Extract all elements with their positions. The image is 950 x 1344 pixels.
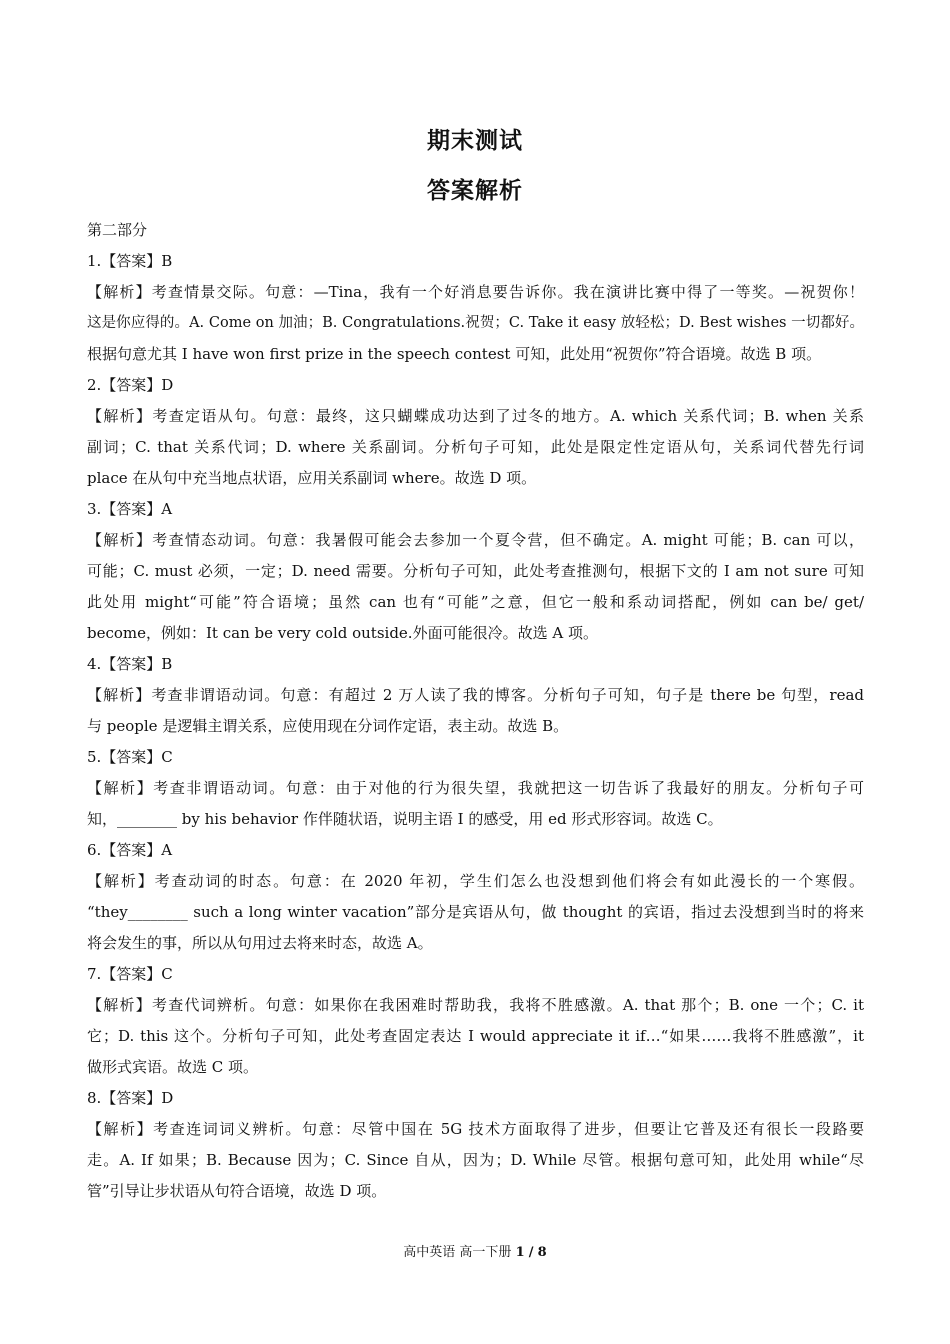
answer-line: 8.【答案】D: [87, 1089, 174, 1107]
explanation-line: 管”引导让步状语从句符合语境，故选 D 项。: [87, 1182, 387, 1200]
explanation-paragraph: [87, 990, 864, 1083]
footer-course: 高中英语 高一下册: [403, 1245, 512, 1260]
explanation-line: place 在从句中充当地点状语，应用关系副词 where。故选 D 项。: [87, 469, 537, 487]
explanation-line: 【解析】考查情态动词。句意：我暑假可能会去参加一个夏令营，但不确定。A. might 可能；B. can 可以，: [87, 531, 864, 549]
answer-line: 3.【答案】A: [87, 500, 173, 518]
explanation-line: 知，________ by his behavior 作伴随状语，说明主语 I 的感受，用 ed 形式形容词。故选 C。: [87, 810, 723, 828]
explanation-line: 【解析】考查动词的时态。句意：在 2020 年初，学生们怎么也没想到他们将会有如此漫长的一个寒假。: [87, 872, 864, 890]
explanation-paragraph: [87, 773, 864, 835]
explanation-line: 副词；C. that 关系代词；D. where 关系副词。分析句子可知，此处是限定性定语从句，关系词代替先行词: [87, 438, 864, 456]
document-title: 期末测试: [427, 128, 523, 154]
explanation-line: 根据句意尤其 I have won first prize in the speech contest 可知，此处用“祝贺你”符合语境。故选 B 项。: [87, 345, 822, 363]
explanation-line: 它；D. this 这个。分析句子可知，此处考查固定表达 I would appreciate it if…“如果……我将不胜感激”，it: [87, 1027, 864, 1045]
explanation-paragraph: [87, 680, 864, 742]
explanation-line: 【解析】考查情景交际。句意：—Tina，我有一个好消息要告诉你。我在演讲比赛中得了一等奖。—祝贺你！: [87, 283, 864, 301]
page-footer: [0, 1243, 950, 1263]
document-content: [87, 215, 864, 1207]
explanation-line: 【解析】考查连词词义辨析。句意：尽管中国在 5G 技术方面取得了进步，但要让它普及还有很长一段路要: [87, 1120, 864, 1138]
explanation-paragraph: [87, 866, 864, 959]
explanation-line: 【解析】考查定语从句。句意：最终，这只蝴蝶成功达到了过冬的地方。A. which 关系代词；B. when 关系: [87, 407, 864, 425]
explanation-paragraph: [87, 1114, 864, 1207]
answer-line: 6.【答案】A: [87, 841, 173, 859]
explanation-line: 可能；C. must 必须，一定；D. need 需要。分析句子可知，此处考查推测句，根据下文的 I am not sure 可知: [87, 562, 864, 580]
answer-line: 7.【答案】C: [87, 965, 173, 983]
answer-line: 1.【答案】B: [87, 252, 173, 270]
explanation-line: 此处用 might“可能”符合语境；虽然 can 也有“可能”之意，但它一般和系动词搭配，例如 can be/ get/: [87, 593, 864, 611]
explanation-line: 这是你应得的。A. Come on 加油；B. Congratulations.祝贺；C. Take it easy 放轻松；D. Best wishes 一切都好。: [87, 315, 864, 331]
section-heading: 第二部分: [87, 221, 148, 239]
explanation-line: “they________ such a long winter vacation”部分是宾语从句，做 thought 的宾语，指过去没想到当时的将来: [87, 903, 864, 921]
footer-total-pages: 8: [537, 1245, 547, 1260]
explanation-paragraph: [87, 401, 864, 494]
explanation-paragraph: [87, 525, 864, 649]
explanation-line: 走。A. If 如果；B. Because 因为；C. Since 自从，因为；D. While 尽管。根据句意可知，此处用 while“尽: [87, 1151, 864, 1169]
footer-page-number: 1: [515, 1245, 525, 1260]
explanation-line: become，例如：It can be very cold outside.外面可能很冷。故选 A 项。: [87, 624, 598, 642]
explanation-line: 【解析】考查非谓语动词。句意：有超过 2 万人读了我的博客。分析句子可知，句子是 there be 句型，read: [87, 686, 864, 704]
answer-line: 4.【答案】B: [87, 655, 173, 673]
answer-line: 2.【答案】D: [87, 376, 174, 394]
explanation-paragraph: [87, 277, 864, 370]
explanation-line: 将会发生的事，所以从句用过去将来时态，故选 A。: [87, 934, 433, 952]
document-subtitle: 答案解析: [427, 178, 523, 204]
footer-separator: /: [528, 1245, 534, 1260]
explanation-line: 【解析】考查代词辨析。句意：如果你在我困难时帮助我，我将不胜感激。A. that 那个；B. one 一个；C. it: [87, 996, 864, 1014]
answer-line: 5.【答案】C: [87, 748, 173, 766]
explanation-line: 做形式宾语。故选 C 项。: [87, 1058, 259, 1076]
explanation-line: 【解析】考查非谓语动词。句意：由于对他的行为很失望，我就把这一切告诉了我最好的朋友。分析句子可: [87, 779, 864, 797]
explanation-line: 与 people 是逻辑主谓关系，应使用现在分词作定语，表主动。故选 B。: [87, 717, 569, 735]
